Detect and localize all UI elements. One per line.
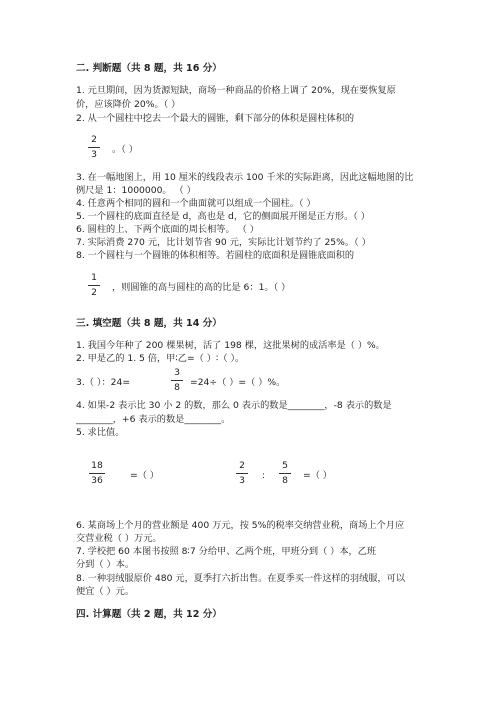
judge-q2-tail: 。（ ） xyxy=(112,144,138,155)
fill-q3-suffix: =24÷（ ）=（ ）%。 xyxy=(190,377,286,388)
fraction-bar xyxy=(171,380,183,381)
judge-q5: 5. 一个圆柱的底面直径是 d，高也是 d，它的侧面展开图是正方形。（ ） xyxy=(76,211,370,222)
fraction-denominator: 8 xyxy=(174,382,180,393)
fraction-numerator: 2 xyxy=(91,134,97,145)
judge-q7: 7. 实际消费 270 元，比计划节省 90 元，实际比计划节约了 25%。（ ） xyxy=(76,237,371,248)
judge-q6: 6. 圆柱的上、下两个底面的周长相等。 （ ） xyxy=(76,224,259,235)
ratio-b-fraction-2 xyxy=(278,461,292,486)
fill-q6-line1: 6. 某商场上个月的营业额是 400 万元，按 5%的税率交纳营业税，商场上个月应 xyxy=(76,520,405,531)
fill-q8-line2: 便宜（ ）元。 xyxy=(76,586,135,597)
fraction-denominator: 3 xyxy=(91,149,97,160)
fraction-denominator: 8 xyxy=(282,475,288,486)
ratio-b-fraction-1 xyxy=(235,461,249,486)
judge-q1-line1: 1. 元旦期间，因为货源短缺，商场一种商品的价格上调了 20%，现在要恢复原 xyxy=(76,85,396,96)
ratio-a-fraction xyxy=(88,461,106,486)
fraction-numerator: 18 xyxy=(91,460,103,471)
fraction-bar xyxy=(89,473,105,474)
fraction-denominator: 2 xyxy=(91,287,97,298)
fill-q4-line2: ________，+6 表示的数是________。 xyxy=(76,414,231,425)
judge-q3-line2: 例尺是 1：1000000。 （ ） xyxy=(76,185,196,196)
judge-q8-tail: ，则圆锥的高与圆柱的高的比是 6：1。（ ） xyxy=(112,282,291,293)
section-2-title: 二. 判断题（共 8 题，共 16 分） xyxy=(76,63,222,74)
fill-q4-line1: 4. 如果-2 表示比 30 小 2 的数，那么 0 表示的数是________，-8 表示的数是 xyxy=(76,400,392,411)
judge-q8-fraction xyxy=(87,273,101,298)
judge-q4: 4. 任意两个相同的圆和一个曲面就可以组成一个圆柱。（ ） xyxy=(76,198,316,209)
fill-q1: 1. 我国今年种了 200 棵果树，活了 198 棵，这批果树的成活率是（ ）%。 xyxy=(76,340,385,351)
ratio-b-colon: : xyxy=(262,470,266,481)
section-4-title: 四. 计算题（共 2 题，共 12 分） xyxy=(76,609,222,620)
fill-q3-fraction xyxy=(170,368,184,393)
fraction-denominator: 36 xyxy=(91,475,103,486)
fill-q2: 2. 甲是乙的 1. 5 倍，甲∶乙=（ ）∶（ ）。 xyxy=(76,353,245,364)
fraction-numerator: 5 xyxy=(282,460,288,471)
fill-q6-line2: 交营业税（ ）万元。 xyxy=(76,533,162,544)
judge-q2-line1: 2. 从一个圆柱中挖去一个最大的圆锥，剩下部分的体积是圆柱体积的 xyxy=(76,113,355,124)
fill-q3-prefix: 3.（ ）：24= xyxy=(76,377,131,388)
ratio-a-answer: =（ ） xyxy=(130,470,159,481)
fraction-numerator: 1 xyxy=(91,272,97,283)
fill-q7-line1: 7. 学校把 60 本图书按照 8∶7 分给甲、乙两个班，甲班分到（ ）本，乙班 xyxy=(76,546,377,557)
fill-q7-line2: 分到（ ）本。 xyxy=(76,559,135,570)
fill-q5: 5. 求比值。 xyxy=(76,427,125,438)
judge-q2-fraction xyxy=(87,135,101,160)
fraction-bar xyxy=(236,473,248,474)
judge-q1-line2: 价，应该降价 20%。（ ） xyxy=(76,99,181,110)
ratio-b-answer: =（ ） xyxy=(303,470,332,481)
fraction-bar xyxy=(88,147,100,148)
judge-q3-line1: 3. 在一幅地图上，用 10 厘米的线段表示 100 千米的实际距离，因此这幅地图的比 xyxy=(76,172,414,183)
fraction-denominator: 3 xyxy=(239,475,245,486)
section-3-title: 三. 填空题（共 8 题，共 14 分） xyxy=(76,318,222,329)
fraction-bar xyxy=(279,473,291,474)
fraction-numerator: 3 xyxy=(174,367,180,378)
fill-q8-line1: 8. 一种羽绒服原价 480 元，夏季打六折出售。在夏季买一件这样的羽绒服，可以 xyxy=(76,573,406,584)
judge-q8-line1: 8. 一个圆柱与一个圆锥的体积相等。若圆柱的底面积是圆锥底面积的 xyxy=(76,250,355,261)
fraction-bar xyxy=(88,285,100,286)
fraction-numerator: 2 xyxy=(239,460,245,471)
